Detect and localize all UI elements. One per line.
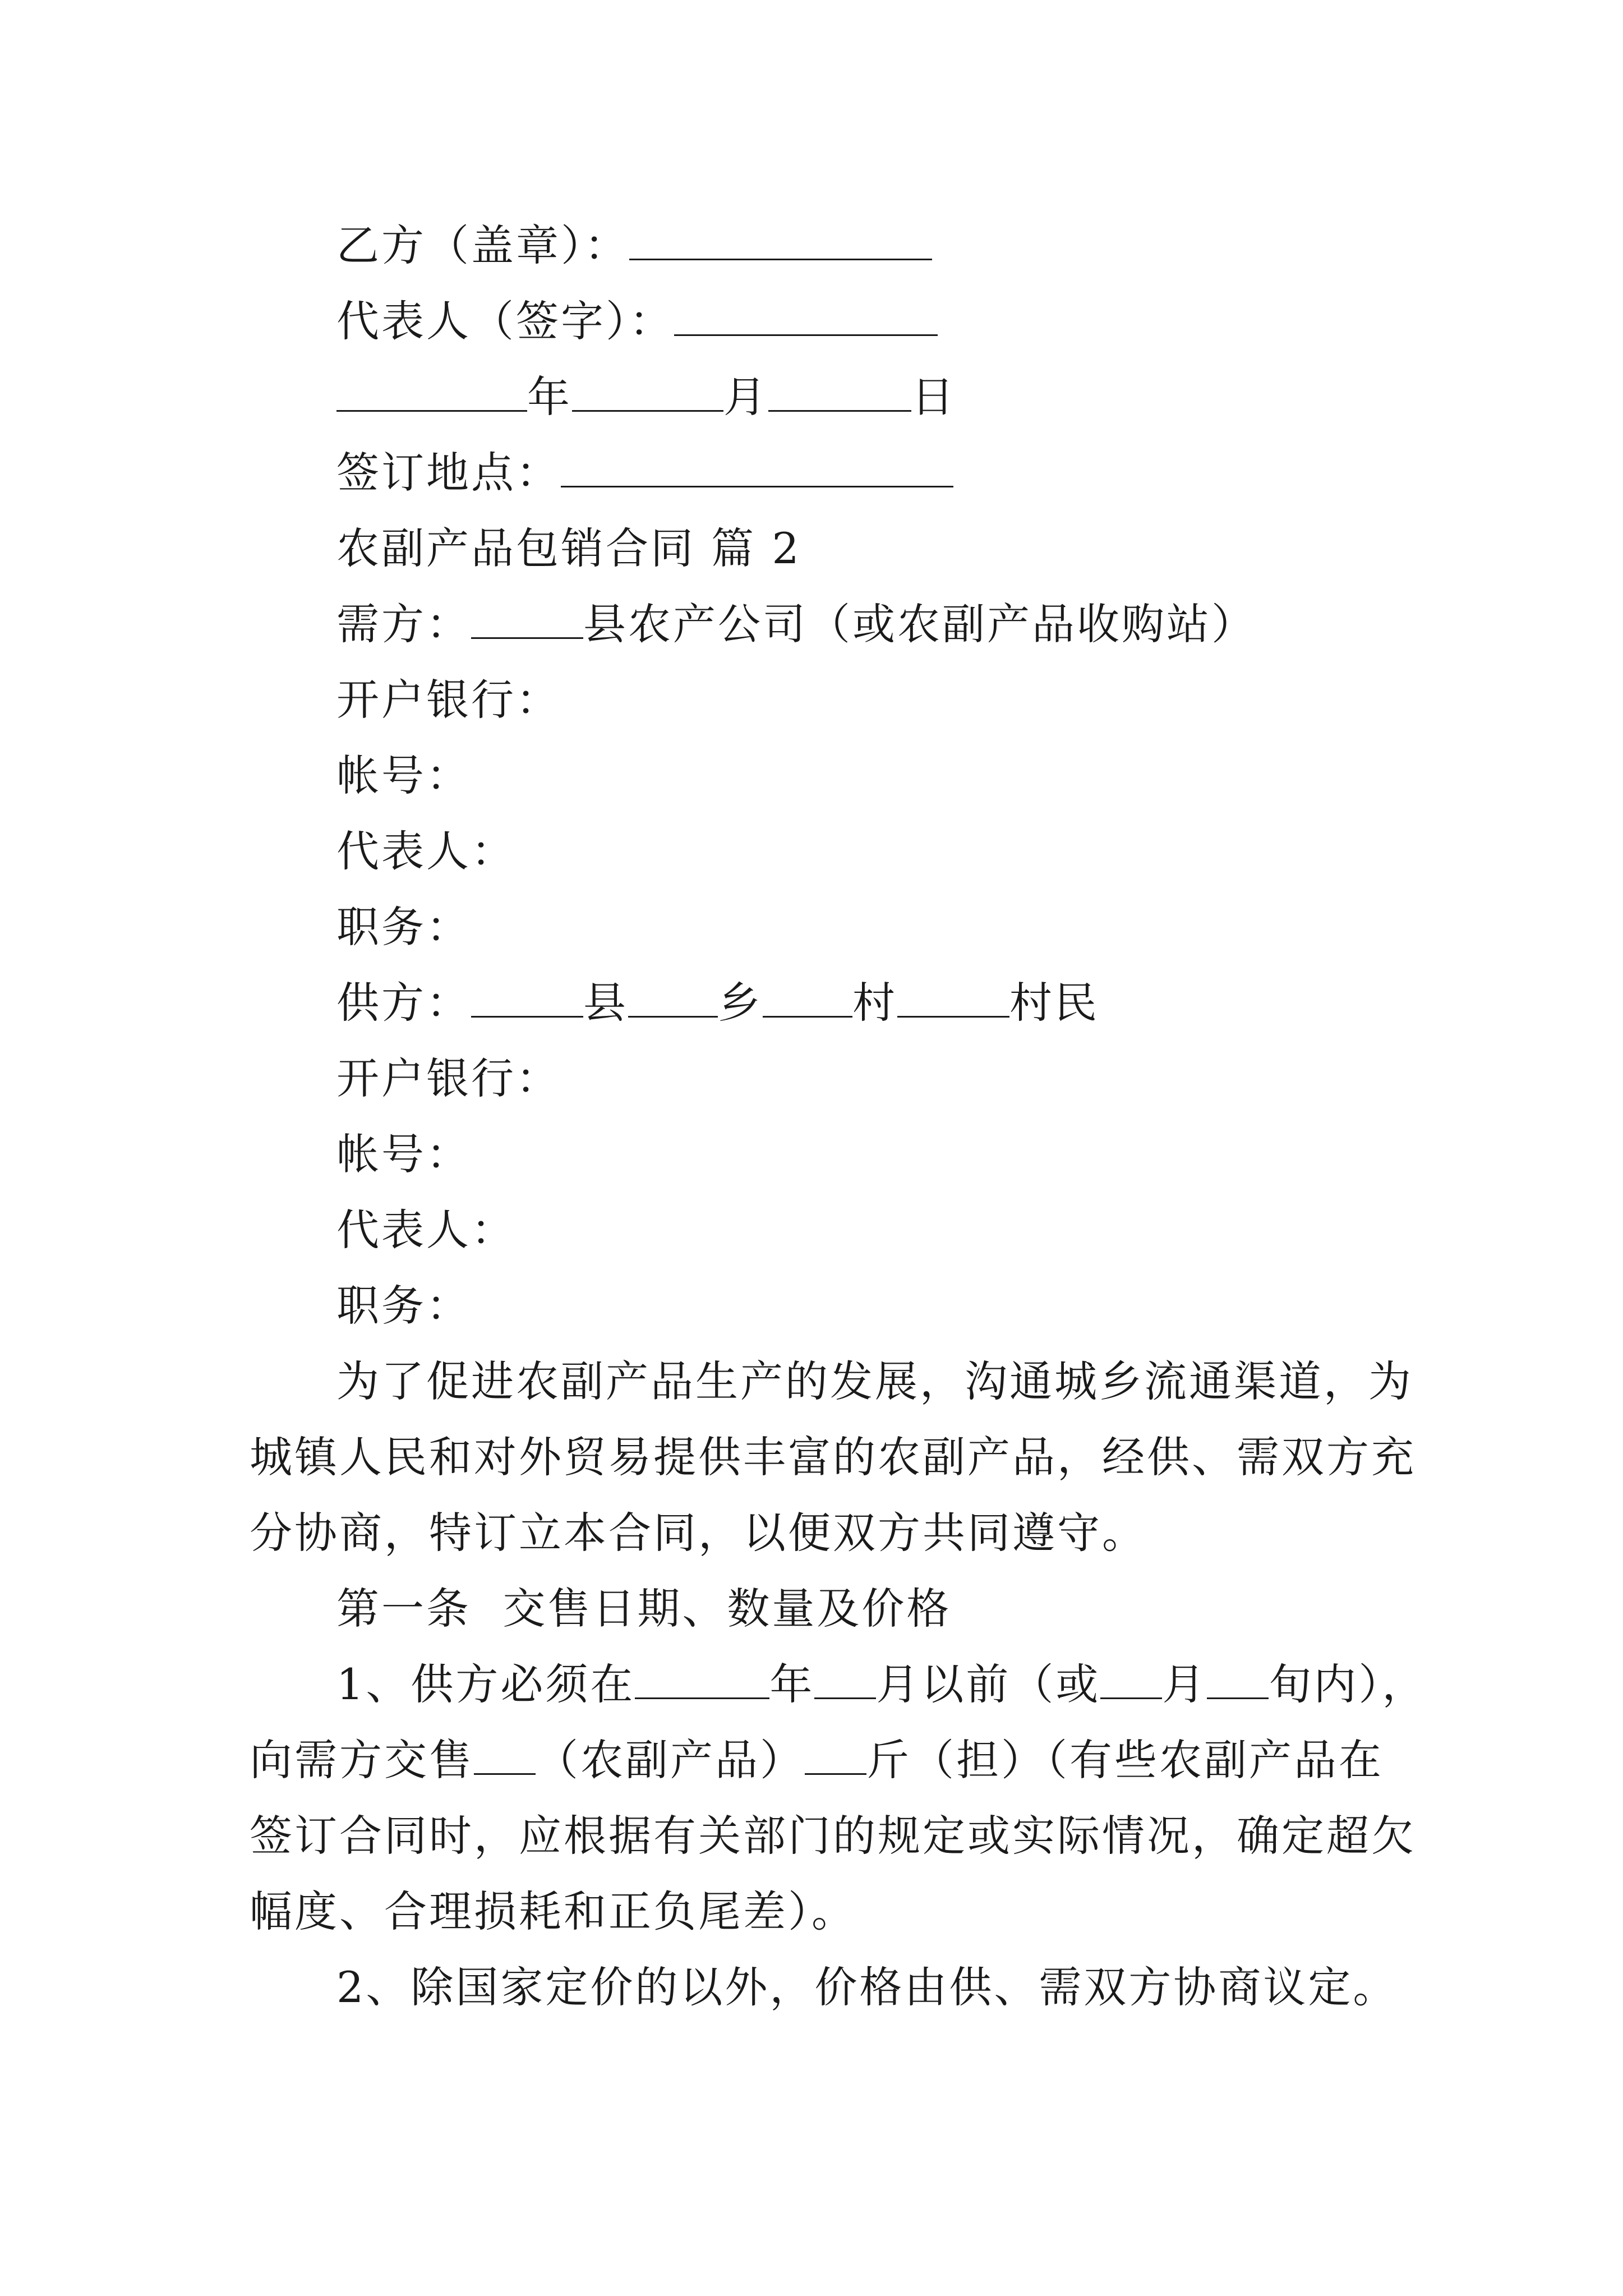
seller-township: 乡: [718, 978, 763, 1028]
item1-quantity-blank[interactable]: [805, 1737, 866, 1775]
representative-sign-blank[interactable]: [674, 298, 938, 336]
buyer-position: 职务：: [336, 902, 471, 952]
item1-part-a: 1、供方必须在: [336, 1659, 635, 1709]
seller-village: 村: [852, 978, 897, 1028]
article-1-title: 第一条 交售日期、数量及价格: [336, 1584, 952, 1634]
date-day-blank[interactable]: [768, 374, 911, 412]
seller-villager: 村民: [1009, 978, 1099, 1028]
article-1-item-1-line-3: 签订合同时，应根据有关部门的规定或实际情况，确定超欠: [250, 1811, 1416, 1861]
buyer-line: [336, 586, 1469, 662]
item1-month-blank[interactable]: [814, 1662, 876, 1699]
date-month-label: 月: [723, 372, 768, 422]
party-b-seal-label: 乙方（盖章）：: [336, 220, 629, 270]
buyer-company: 县农产公司（或农副产品收购站）: [583, 599, 1256, 649]
date-day-label: 日: [911, 372, 956, 422]
seller-representative: 代表人：: [336, 1205, 516, 1255]
item1-alt-month-blank[interactable]: [1100, 1662, 1162, 1699]
item1-xun: 旬内），: [1269, 1659, 1427, 1709]
buyer-label: 需方：: [336, 599, 471, 649]
representative-sign-line: [336, 283, 1469, 360]
sign-place-blank[interactable]: [561, 450, 953, 487]
seller-account: 帐号：: [336, 1129, 471, 1179]
section-title: 农副产品包销合同 篇 2: [336, 523, 801, 573]
seller-villager-blank[interactable]: [897, 980, 1009, 1018]
seller-county-blank[interactable]: [471, 980, 583, 1018]
item1-month: 月: [1162, 1659, 1207, 1709]
item1-month-before: 月以前（或: [876, 1659, 1101, 1709]
date-year-blank[interactable]: [336, 374, 527, 412]
buyer-bank: 开户银行：: [336, 675, 561, 725]
article-1-item-2: 2、除国家定价的以外，价格由供、需双方协商议定。: [336, 1962, 1398, 2012]
date-line: [336, 359, 1469, 435]
intro-line-2: 城镇人民和对外贸易提供丰富的农副产品，经供、需双方充: [250, 1432, 1416, 1482]
article-1-item-1-line-1: [336, 1646, 1469, 1723]
item1-product-blank[interactable]: [474, 1737, 536, 1775]
seller-label: 供方：: [336, 978, 471, 1028]
item1-line2-b: （农副产品）: [536, 1735, 805, 1785]
item1-line2-a: 向需方交售: [250, 1735, 474, 1785]
intro-line-3: 分协商，特订立本合同，以便双方共同遵守。: [250, 1508, 1147, 1558]
representative-sign-label: 代表人（签字）：: [336, 296, 674, 346]
party-b-seal-blank[interactable]: [629, 223, 932, 260]
seller-county: 县: [583, 978, 628, 1028]
seller-village-blank[interactable]: [763, 980, 852, 1018]
sign-place-line: [336, 435, 1469, 511]
article-1-item-1-line-2: [250, 1722, 1382, 1798]
intro-line-1: 为了促进农副产品生产的发展，沟通城乡流通渠道，为: [336, 1356, 1413, 1406]
item1-year-blank[interactable]: [635, 1662, 769, 1699]
seller-position: 职务：: [336, 1281, 471, 1331]
seller-township-blank[interactable]: [628, 980, 718, 1018]
buyer-county-blank[interactable]: [471, 601, 583, 639]
item1-xun-blank[interactable]: [1207, 1662, 1269, 1699]
sign-place-label: 签订地点：: [336, 448, 561, 498]
date-year-label: 年: [527, 372, 572, 422]
seller-line: [336, 965, 1469, 1041]
article-1-item-1-line-4: 幅度、合理损耗和正负尾差）。: [250, 1887, 856, 1936]
seller-bank: 开户银行：: [336, 1053, 561, 1103]
buyer-account: 帐号：: [336, 751, 471, 800]
buyer-representative: 代表人：: [336, 826, 516, 876]
date-month-blank[interactable]: [572, 374, 723, 412]
item1-line2-c: 斤（担）（有些农副产品在: [866, 1735, 1384, 1785]
party-b-seal-line: [336, 208, 1469, 284]
item1-year: 年: [769, 1659, 815, 1709]
